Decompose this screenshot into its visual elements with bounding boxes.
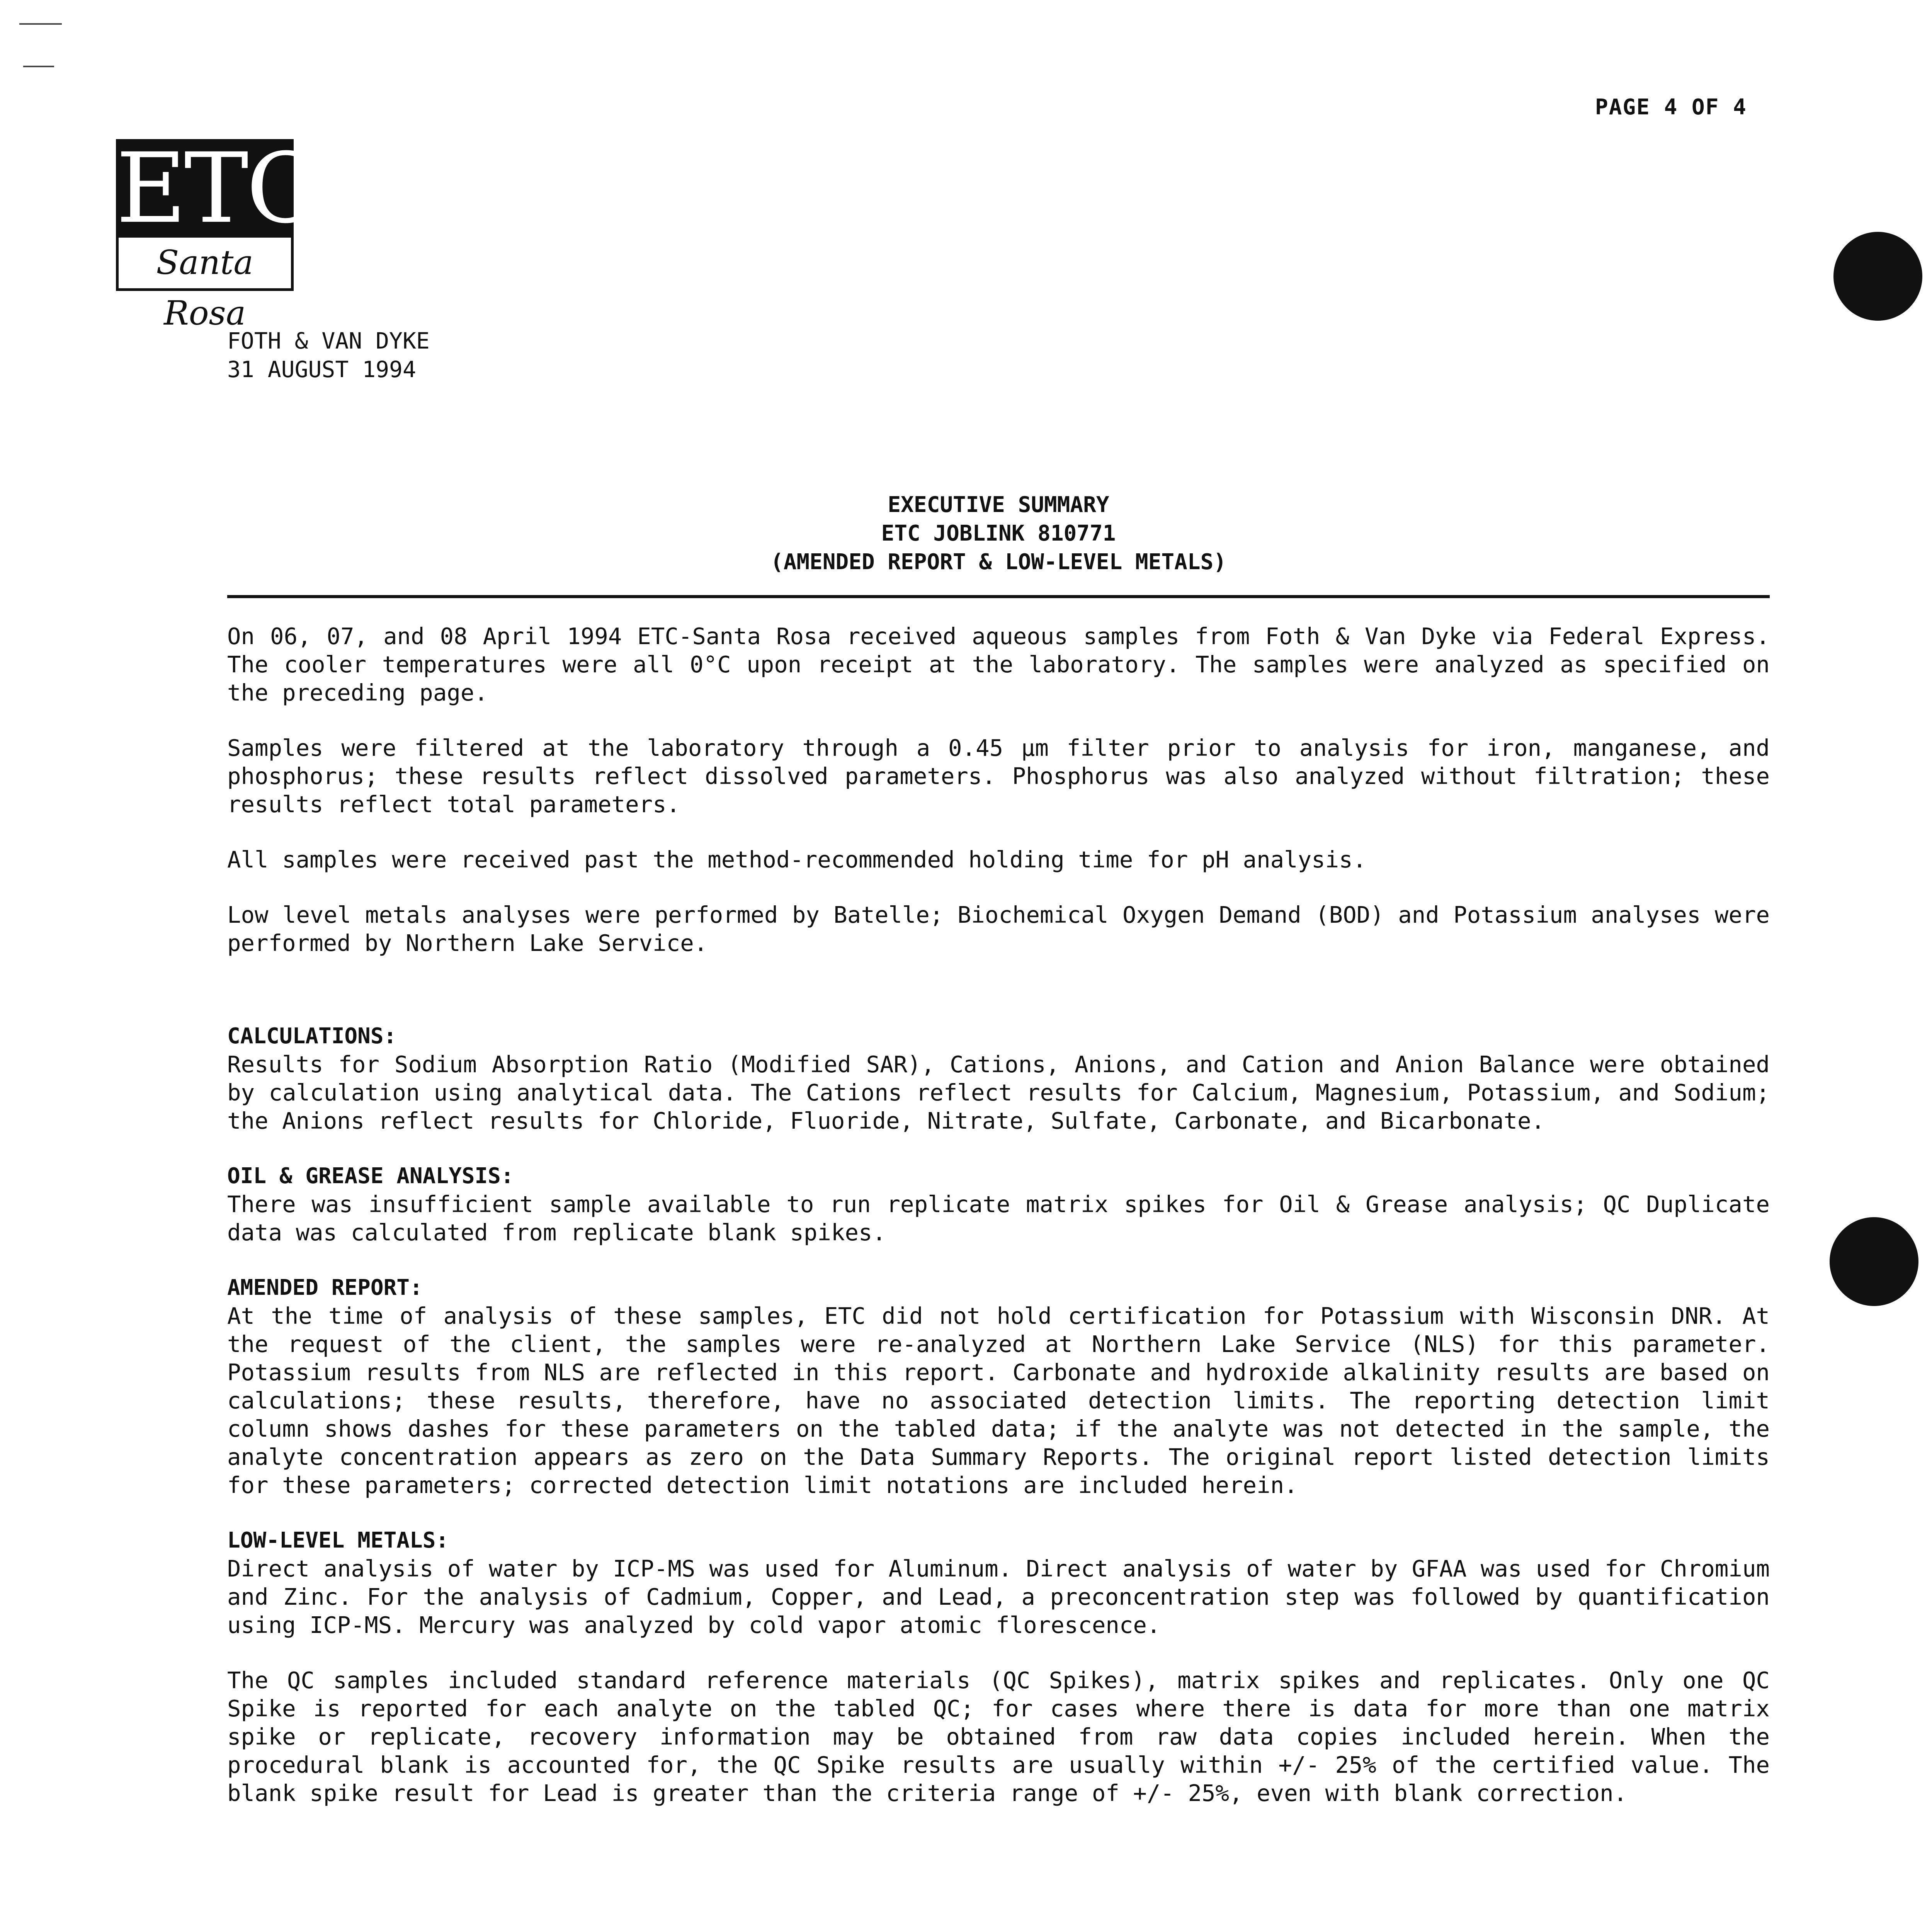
binder-hole bbox=[1833, 232, 1922, 321]
section-paragraph: Results for Sodium Absorption Ratio (Modified SAR), Cations, Anions, and Cation and Anion Balance were obtained by calculation using analytical data. The Cations reflect results for Calcium, Magnesium, Potassium, and Sodium; the Anions reflect results for Chloride, Fluoride, Nitrate, Sulfate, Carbonate, and Bicarbonate. bbox=[227, 1051, 1770, 1134]
summary-joblink: ETC JOBLINK 810771 bbox=[881, 521, 1116, 546]
summary-heading bbox=[227, 491, 1770, 577]
section-heading: CALCULATIONS: bbox=[227, 1024, 397, 1049]
section-paragraph: Direct analysis of water by ICP-MS was used for Aluminum. Direct analysis of water by GFAA was used for Chromium and Zinc. For the analysis of Cadmium, Copper, and Lead, a preconcentration step was followed by quantification using ICP-MS. Mercury was analyzed by cold vapor atomic florescence. bbox=[227, 1555, 1770, 1638]
report-date: 31 AUGUST 1994 bbox=[227, 356, 416, 383]
summary-title: EXECUTIVE SUMMARY bbox=[888, 492, 1109, 517]
logo-sub-text: Santa Rosa bbox=[116, 238, 294, 291]
report-body bbox=[227, 622, 1770, 1834]
subcontract-paragraph: Low level metals analyses were performed by Batelle; Biochemical Oxygen Demand (BOD) and Potassium analyses were performed by Northern Lake Service. bbox=[227, 901, 1770, 956]
holding-time-paragraph: All samples were received past the method-recommended holding time for pH analysis. bbox=[227, 846, 1367, 873]
section-paragraph: The QC samples included standard reference materials (QC Spikes), matrix spikes and replicates. Only one QC Spike is reported for each analyte on the tabled QC; for cases where there is data for more than one matrix spike or replicate, recovery information may be obtained from raw data copies included herein. When the procedural blank is accounted for, the QC Spike results are usually within +/- 25% of the certified value. The blank spike result for Lead is greater than the criteria range of +/- 25%, even with blank correction. bbox=[227, 1667, 1770, 1806]
page-number-label: PAGE 4 OF 4 bbox=[1595, 95, 1747, 120]
logo-main-text: ETC bbox=[116, 132, 318, 245]
section-heading: AMENDED REPORT: bbox=[227, 1275, 423, 1300]
section-paragraph: At the time of analysis of these samples, ETC did not hold certification for Potassium with Wisconsin DNR. At the request of the client, the samples were re-analyzed at Northern Lake Service (NLS) for this parameter. Potassium results from NLS are reflected in this report. Carbonate and hydroxide alkalinity results are based on calculations; these results, therefore, have no associated detection limits. The reporting detection limit column shows dashes for these parameters on the tabled data; if the analyte was not detected in the sample, the analyte concentration appears as zero on the Data Summary Reports. The original report listed detection limits for these parameters; corrected detection limit notations are included herein. bbox=[227, 1303, 1770, 1498]
section-heading: OIL & GREASE ANALYSIS: bbox=[227, 1163, 514, 1189]
client-name: FOTH & VAN DYKE bbox=[227, 328, 430, 354]
etc-logo bbox=[116, 132, 318, 333]
binder-hole bbox=[1830, 1217, 1918, 1306]
heading-rule bbox=[227, 595, 1770, 598]
margin-mark bbox=[19, 23, 62, 25]
section-paragraph: There was insufficient sample available to run replicate matrix spikes for Oil & Grease analysis; QC Duplicate data was calculated from replicate blank spikes. bbox=[227, 1191, 1770, 1246]
section-heading: LOW-LEVEL METALS: bbox=[227, 1528, 449, 1553]
filtration-paragraph: Samples were filtered at the laboratory through a 0.45 µm filter prior to analysis for iron, manganese, and phosphorus; these results reflect dissolved parameters. Phosphorus was also analyzed without filtration; these results reflect total parameters. bbox=[227, 735, 1770, 818]
intro-paragraph: On 06, 07, and 08 April 1994 ETC-Santa Rosa received aqueous samples from Foth & Van Dyke via Federal Express. The cooler temperatures were all 0°C upon receipt at the laboratory. The samples were analyzed as specified on the preceding page. bbox=[227, 623, 1770, 706]
summary-subtitle: (AMENDED REPORT & LOW-LEVEL METALS) bbox=[770, 549, 1227, 575]
addressee-block bbox=[227, 327, 430, 384]
margin-mark bbox=[23, 66, 54, 67]
